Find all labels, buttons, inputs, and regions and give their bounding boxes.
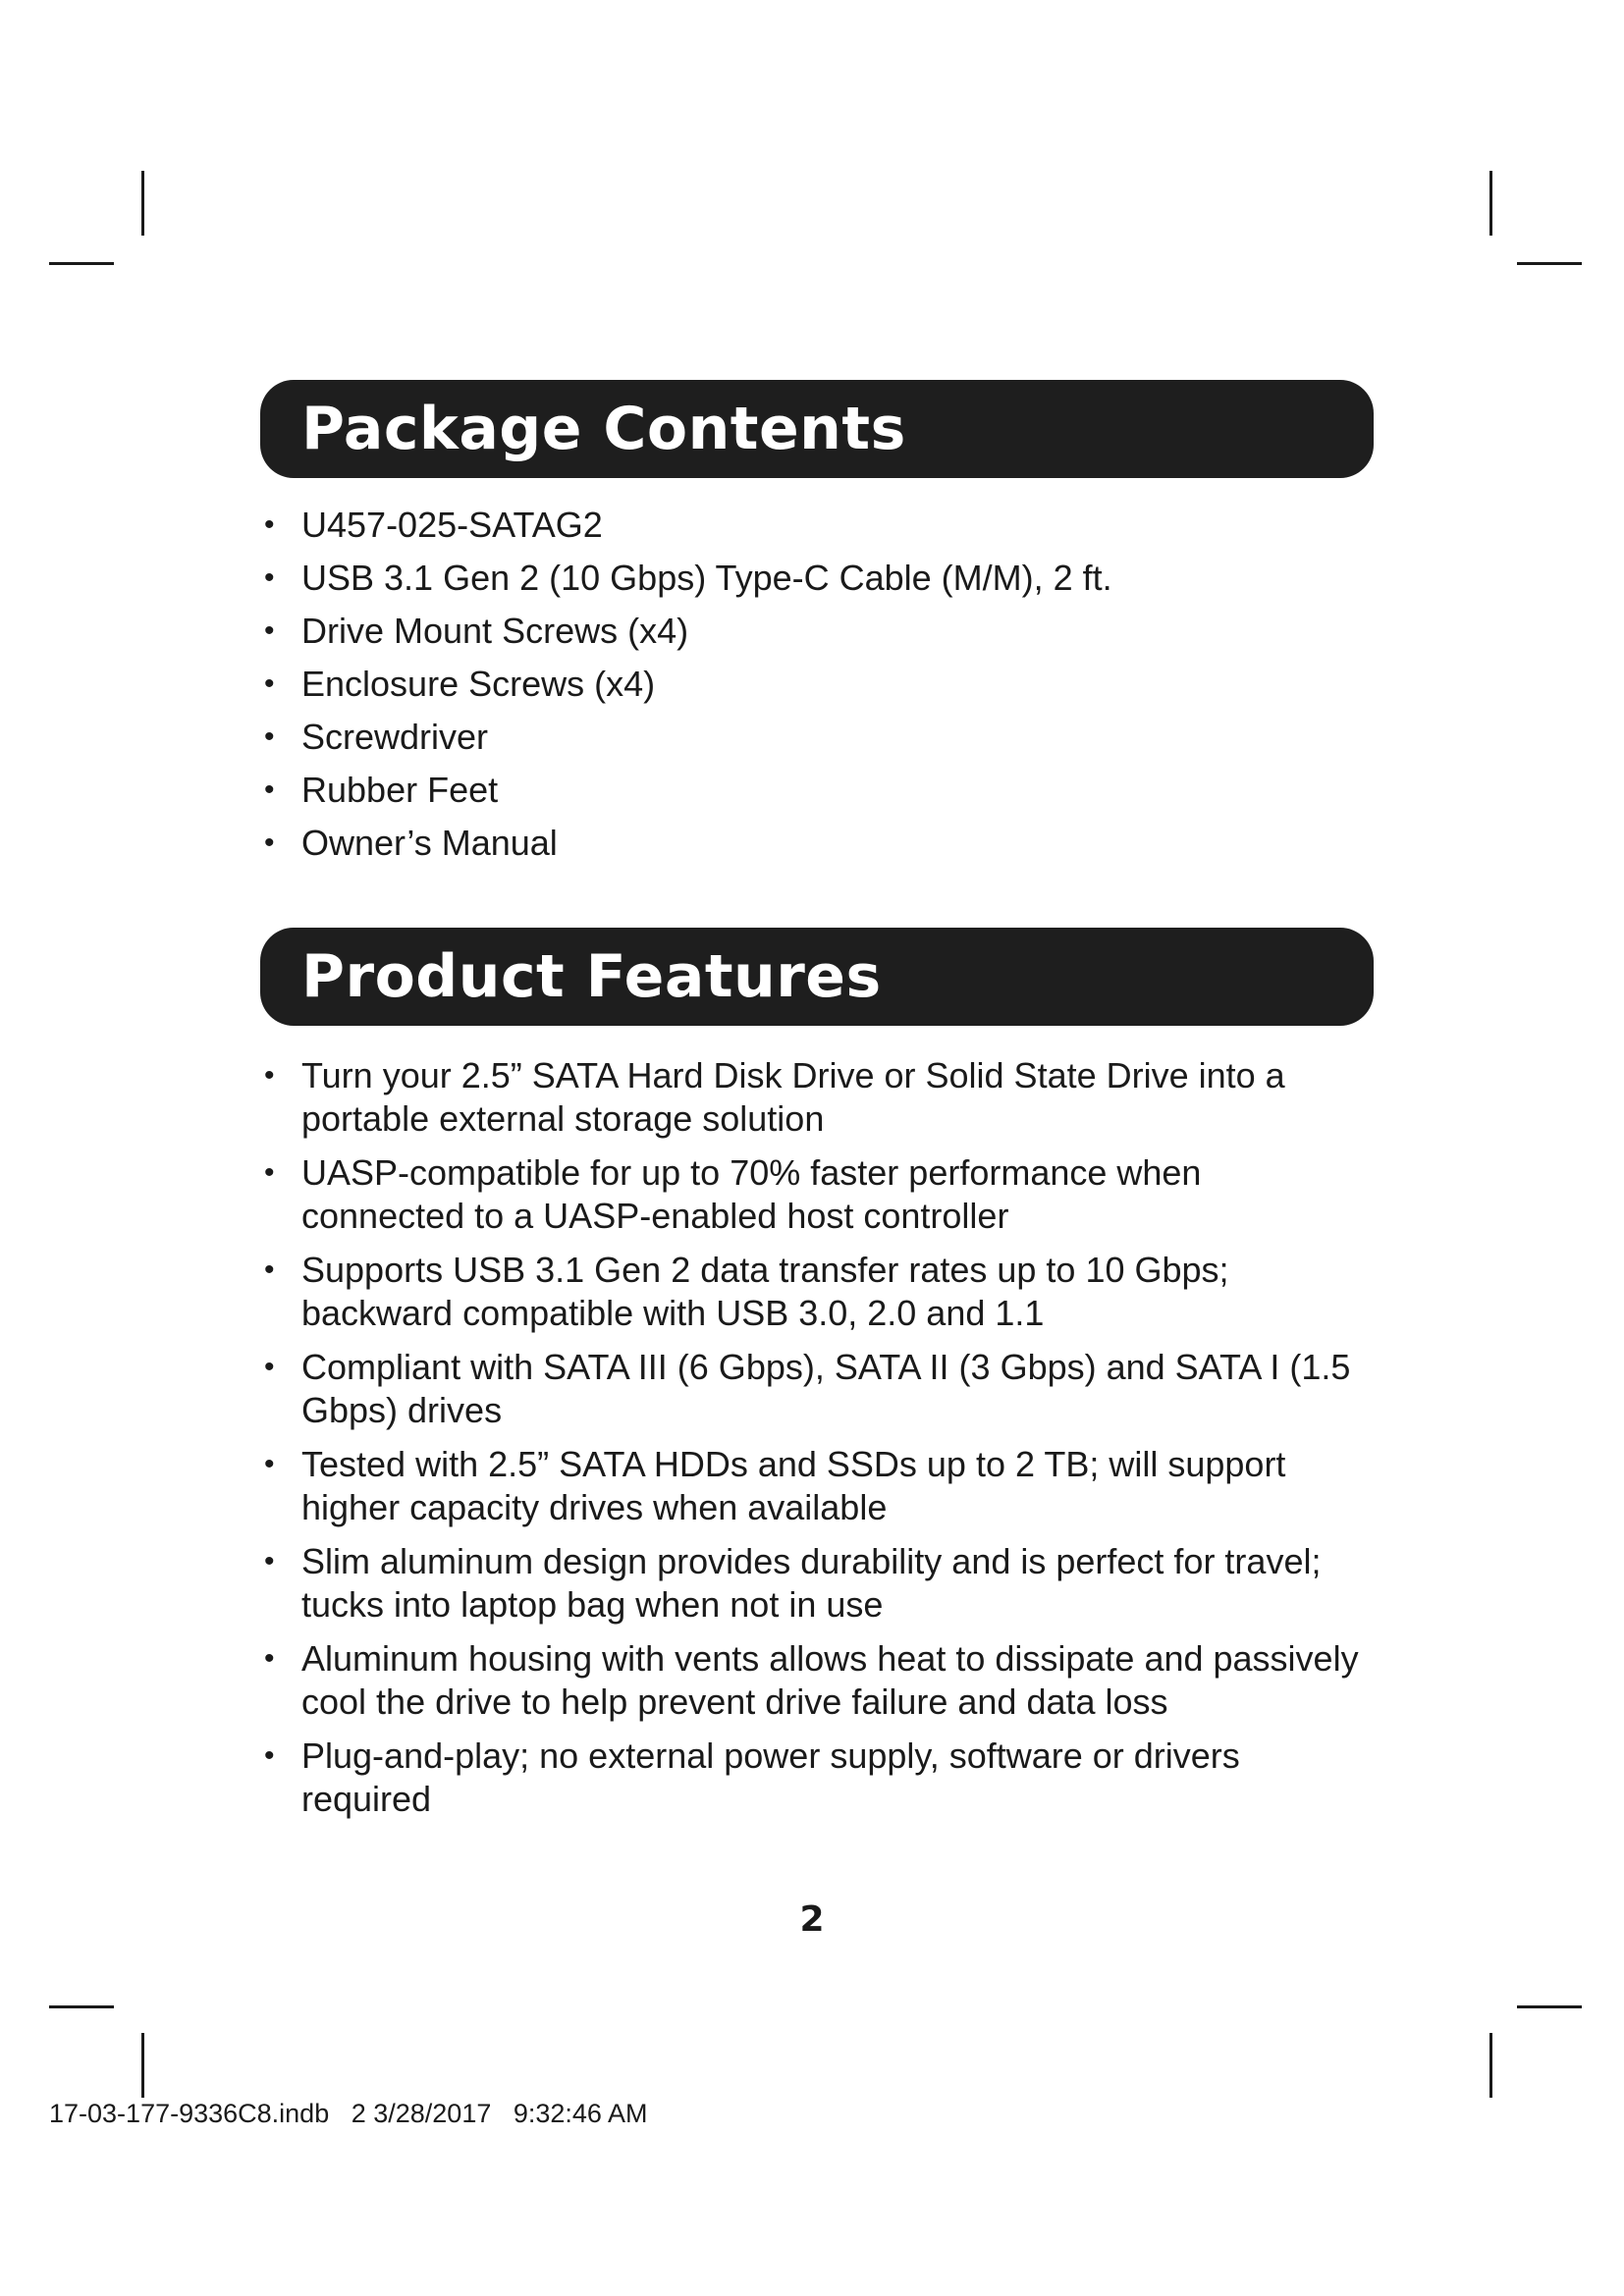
list-item — [260, 1054, 1374, 1141]
list-item — [260, 1637, 1374, 1724]
list-item-text: UASP-compatible for up to 70% faster performance when connected to a UASP-enabled host controller — [301, 1152, 1202, 1236]
package-contents-list — [260, 504, 1374, 875]
list-item — [260, 1249, 1374, 1335]
page-number: 2 — [799, 1899, 825, 1940]
bullet-icon: • — [264, 721, 275, 753]
crop-mark-top-left-vertical — [141, 171, 144, 236]
bullet-icon: • — [264, 508, 275, 541]
bullet-icon: • — [264, 1059, 275, 1092]
list-item — [260, 769, 1374, 812]
list-item-text: Slim aluminum design provides durability and is perfect for travel; tucks into laptop bag when not in use — [301, 1541, 1322, 1625]
bullet-icon: • — [264, 667, 275, 700]
product-features-title: Product Features — [301, 942, 882, 1011]
crop-mark-bottom-right-vertical — [1489, 2033, 1492, 2098]
list-item-text: U457-025-SATAG2 — [301, 505, 603, 545]
bullet-icon: • — [264, 1351, 275, 1383]
print-slug: 17-03-177-9336C8.indb 2 3/28/2017 9:32:46 AM — [49, 2099, 648, 2128]
crop-mark-top-right-vertical — [1489, 171, 1492, 236]
list-item-text: Compliant with SATA III (6 Gbps), SATA II (3 Gbps) and SATA I (1.5 Gbps) drives — [301, 1347, 1351, 1430]
crop-mark-top-left-horizontal — [49, 262, 114, 265]
list-item-text: Tested with 2.5” SATA HDDs and SSDs up to 2 TB; will support higher capacity drives when available — [301, 1444, 1286, 1527]
list-item — [260, 557, 1374, 600]
list-item — [260, 663, 1374, 706]
list-item-text: Screwdriver — [301, 717, 489, 757]
list-item — [260, 822, 1374, 865]
list-item-text: USB 3.1 Gen 2 (10 Gbps) Type-C Cable (M/M), 2 ft. — [301, 558, 1112, 598]
list-item-text: Plug-and-play; no external power supply, software or drivers required — [301, 1735, 1240, 1819]
crop-mark-bottom-left-vertical — [141, 2033, 144, 2098]
bullet-icon: • — [264, 1545, 275, 1577]
bullet-icon: • — [264, 614, 275, 647]
package-contents-header — [260, 380, 1374, 478]
bullet-icon: • — [264, 827, 275, 859]
list-item — [260, 610, 1374, 653]
bullet-icon: • — [264, 1156, 275, 1189]
list-item-text: Supports USB 3.1 Gen 2 data transfer rates up to 10 Gbps; backward compatible with USB 3.0, 2.0 and 1.1 — [301, 1250, 1229, 1333]
package-contents-title: Package Contents — [301, 395, 906, 463]
bullet-icon: • — [264, 1642, 275, 1675]
product-features-header — [260, 928, 1374, 1026]
list-item — [260, 1735, 1374, 1821]
list-item-text: Aluminum housing with vents allows heat to dissipate and passively cool the drive to help prevent drive failure and data loss — [301, 1638, 1359, 1722]
bullet-icon: • — [264, 1739, 275, 1772]
list-item — [260, 1443, 1374, 1529]
list-item — [260, 504, 1374, 547]
list-item-text: Drive Mount Screws (x4) — [301, 611, 689, 651]
bullet-icon: • — [264, 1448, 275, 1480]
crop-mark-top-right-horizontal — [1517, 262, 1582, 265]
crop-mark-bottom-left-horizontal — [49, 2005, 114, 2008]
list-item — [260, 1346, 1374, 1432]
list-item-text: Turn your 2.5” SATA Hard Disk Drive or Solid State Drive into a portable external storage solution — [301, 1055, 1285, 1139]
list-item — [260, 1540, 1374, 1627]
bullet-icon: • — [264, 561, 275, 594]
product-features-list — [260, 1054, 1374, 1832]
list-item-text: Rubber Feet — [301, 770, 499, 810]
list-item — [260, 716, 1374, 759]
list-item-text: Owner’s Manual — [301, 823, 558, 863]
list-item — [260, 1151, 1374, 1238]
list-item-text: Enclosure Screws (x4) — [301, 664, 656, 704]
crop-mark-bottom-right-horizontal — [1517, 2005, 1582, 2008]
bullet-icon: • — [264, 1254, 275, 1286]
bullet-icon: • — [264, 774, 275, 806]
